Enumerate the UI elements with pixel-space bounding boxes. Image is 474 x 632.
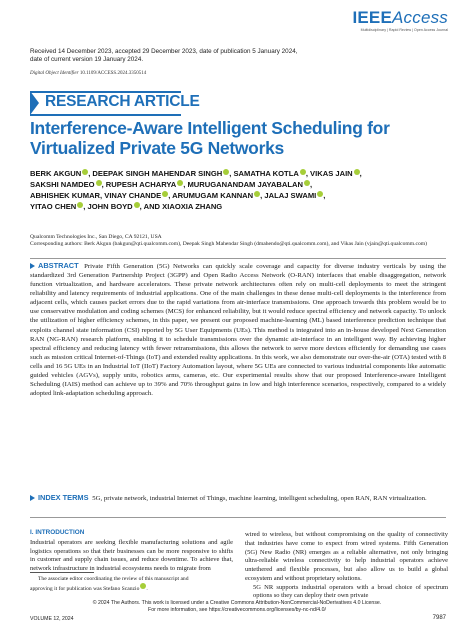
index-terms-text: 5G, private network, industrial Internet of Things, machine learning, intelligent scheduling, open RAN, RAN virtualization. [92,495,427,502]
footnote-line-2-text: approving it for publication was Stefano Scanzio [30,586,140,593]
logo-access: Access [392,8,448,27]
corresponding-authors: Corresponding authors: Berk Akgun (bakgun@qti.qualcomm.com), Deepak Singh Mahendar Singh (dmahendo@qti.qualcomm.com), and Vikas Jain (vjain@qti.qualcomm.com) [30,241,428,247]
author-name[interactable]: ABHISHEK KUMAR, VINAY CHANDE [30,191,162,200]
author-separator: , [359,169,362,178]
article-type: RESEARCH ARTICLE [45,93,200,110]
footnote [30,576,233,593]
paper-title: Interference-Aware Intelligent Scheduling for Virtualized Private 5G Networks [30,118,390,158]
abstract-top-rule [30,258,446,259]
doi-value[interactable]: 10.1109/ACCESS.2024.3350514 [79,71,147,76]
logo-tagline: Multidisciplinary | Rapid Review | Open Access Journal [360,28,448,32]
author-name[interactable]: YITAO CHEN [30,202,77,211]
author-name[interactable]: , AND XIAOXIA ZHANG [139,202,223,211]
intro-paragraph-left: Industrial operators are seeking flexible manufacturing solutions and agile logistics operations so that their businesses can be more responsive to shifts in customer and supply chain issues, and reduce downtime. To achieve that, network infrastructure in industrial ecosystems needs to migrate from [30,538,233,572]
section-arrow-icon [30,263,35,269]
author-name[interactable]: BERK AKGUN [30,169,82,178]
doi-line [30,71,146,76]
page-number: 7987 [432,615,446,621]
license-footer [0,600,474,613]
index-terms-label: INDEX TERMS [38,493,89,502]
index-terms [30,493,446,503]
footnote-line-2: approving it for publication was Stefano Scanzio . [30,583,233,593]
author-name[interactable]: , DEEPAK SINGH MAHENDAR SINGH [88,169,223,178]
ieee-access-logo[interactable] [352,8,448,28]
author-name[interactable]: , JOHN BOYD [83,202,133,211]
author-name[interactable]: , VIKAS JAIN [305,169,353,178]
abstract [30,261,446,398]
banner-arrow-icon [30,91,39,115]
author-separator: , [309,180,313,189]
author-list [30,168,450,212]
section-arrow-icon [30,495,35,501]
intro-left-column [30,529,233,574]
dates-line-2: date of current version 19 January 2024. [30,56,144,64]
author-name[interactable]: SAKSHI NAMDEO [30,180,95,189]
footnote-line-1: The associate editor coordinating the review of this manuscript and [38,576,189,582]
affiliation: Qualcomm Technologies Inc., San Diego, CA 92121, USA [30,234,162,240]
intro-paragraph-right-2: 5G NR supports industrial operators with a broad choice of spectrum options so they can deploy their own private [253,583,448,600]
doi-label: Digital Object Identifier [30,71,79,76]
intro-right-column [245,531,448,601]
intro-paragraph-right-1: wired to wireless, but without compromising on the quality of connectivity that industries have come to expect from wired systems. Fifth Generation (5G) New Radio (NR) emerges as a reliable alternative, not only bringing ultra-reliable wireless connectivity to help industrial operators achieve untethered and flexible processes, but also allow us to build a global ecosystem and without proprietary solutions. [245,531,448,582]
author-separator: , [323,191,326,200]
author-name[interactable]: , RUPESH ACHARYA [101,180,177,189]
intro-paragraph-right-2-wrap [245,584,448,602]
logo-ieee: IEEE [352,8,392,27]
license-line-1: © 2024 The Authors. This work is licensed under a Creative Commons Attribution-NonCommercial-NoDerivatives 4.0 License. [92,600,382,606]
abstract-label: ABSTRACT [38,261,79,270]
publication-dates [30,48,350,64]
author-name[interactable]: , JALAJ SWAMI [260,191,317,200]
volume-label: VOLUME 12, 2024 [30,616,74,622]
author-name[interactable]: , MURUGANANDAM JAYABALAN [183,180,303,189]
license-line-2[interactable]: For more information, see https://creativecommons.org/licenses/by-nc-nd/4.0/ [148,606,326,613]
orcid-icon[interactable] [140,583,146,589]
author-name[interactable]: , ARUMUGAM KANNAN [168,191,254,200]
abstract-bottom-rule [30,517,446,518]
journal-header [0,0,474,44]
author-name[interactable]: , SAMATHA KOTLA [229,169,299,178]
footnote-rule [30,572,94,573]
intro-heading: I. INTRODUCTION [30,529,85,536]
dates-line-1: Received 14 December 2023, accepted 29 December 2023, date of publication 5 January 2024, [30,48,298,55]
abstract-text: Private Fifth Generation (5G) Networks can quickly scale coverage and capacity for diverse industry verticals by using the standardized 3rd Generation Partnership Project (3GPP) and Open Radio Access Network (O-RAN) interfaces that enable disaggregation, network function virtualization, and hardware accelerators. These private network architectures often rely on multi-cell deployments to meet the stringent reliability and latency requirements of industrial applications. One of the main challenges in these dense multi-cell deployments is the interference from adjacent cells, which causes packet errors due to the rapid variations from air-interface transmissions. One approach towards this problem would be to use conservative modulation and coding schemes (MCS) for enhanced reliability, but it would reduce spectral efficiency and network capacity. To unlock the utilization of higher efficiency schemes, in this paper, we present our proposed machine-learning (ML) based interference prediction technique that exploits channel state information (CSI) reported by 5G User Equipments (UEs). This method is integrated into an in-house developed Next Generation RAN (NG-RAN) research platform, enabling it to schedule transmissions over the dynamic air-interface in an intelligent way. By achieving higher spectral efficiency and reducing latency with fewer retransmissions, this allows the network to serve more devices efficiently for demanding use cases such as mission critical Internet-of-Things (IoT) and extended reality applications. In this work, we also demonstrate our over-the-air (OTA) tested with 8 cells and 16 5G UEs in an Industrial IoT (IIoT) Factory Automation layout, where 5G UEs are connected to various industrial components like automatic guided vehicles (AGVs), supply units, robotics arms, cameras, etc. Our experimental results show that our proposed Interference-aware Intelligent Scheduling (IAIS) method can achieve up to 39% and 70% throughput gains in low and high interference scenarios, respectively, compared to a widely adopted link-adaptation scheduling approach. [30,263,447,398]
